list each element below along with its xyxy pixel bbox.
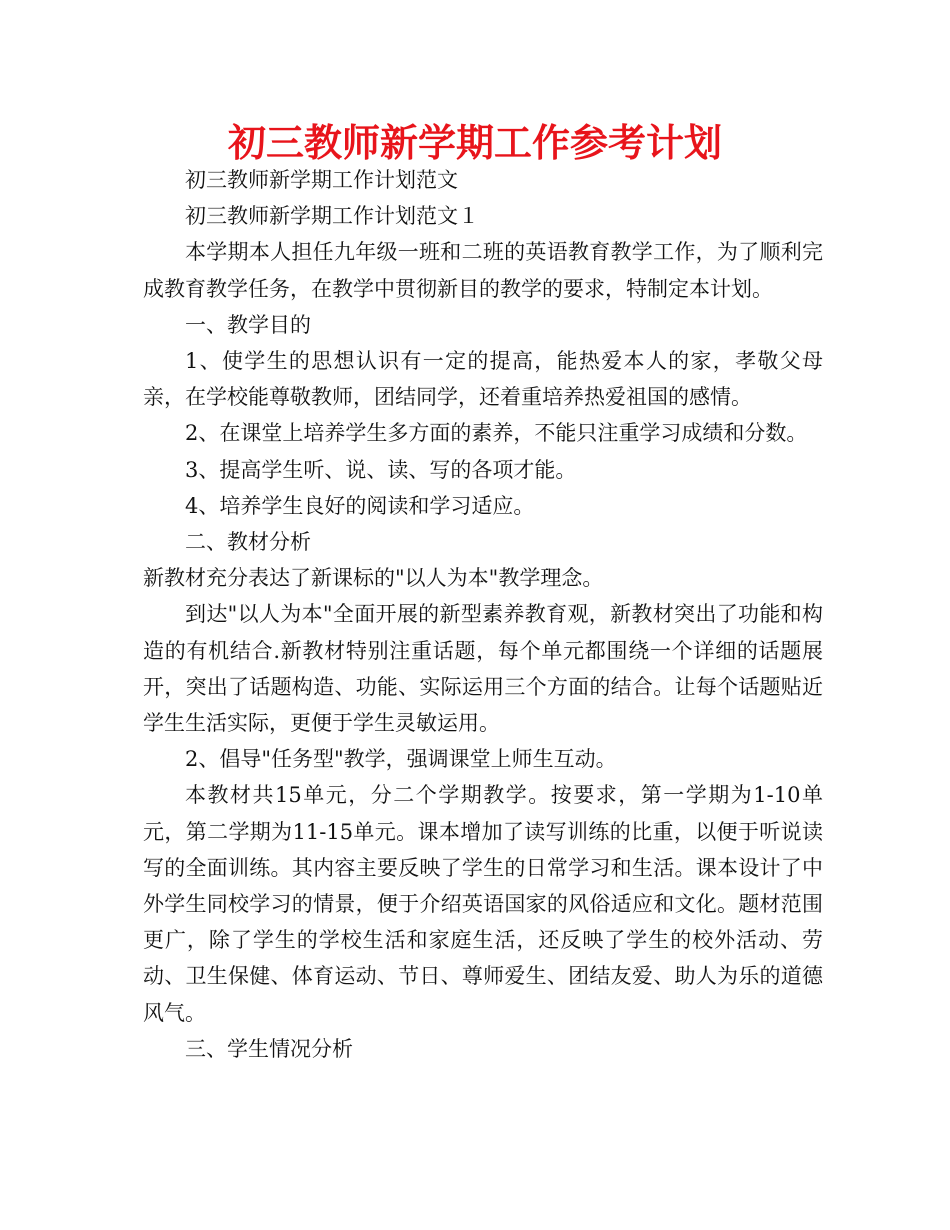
- paragraph: 3、提高学生听、说、读、写的各项才能。: [185, 457, 577, 482]
- paragraph: 1、使学生的思想认识有一定的提高，能热爱本人的家，孝敬父母亲，在学校能尊敬教师，团结同学，还着重培养热爱祖国的感情。: [143, 349, 823, 410]
- paragraph: 一、教学目的: [185, 312, 311, 337]
- paragraph: 2、倡导"任务型"教学，强调课堂上师生互动。: [185, 747, 617, 772]
- document-title: 初三教师新学期工作参考计划: [227, 121, 722, 165]
- paragraph: 本教材共15单元，分二个学期教学。按要求，第一学期为1-10单元，第二学期为11-15单元。课本增加了读写训练的比重，以便于听说读写的全面训练。其内容主要反映了学生的日常学习和生活。课本设计了中外学生同校学习的情景，便于介绍英语国家的风俗适应和文化。题材范围更广，除了学生的学校生活和家庭生活，还反映了学生的校外活动、劳动、卫生保健、体育运动、节日、尊师爱生、团结友爱、助人为乐的道德风气。: [143, 783, 823, 1025]
- paragraph: 初三教师新学期工作计划范文１: [185, 204, 479, 229]
- paragraph: 新教材充分表达了新课标的"以人为本"教学理念。: [143, 566, 604, 591]
- paragraph: 4、培养学生良好的阅读和学习适应。: [185, 493, 535, 518]
- paragraph: 初三教师新学期工作计划范文: [185, 168, 458, 192]
- paragraph: 二、教材分析: [185, 530, 311, 555]
- paragraph: 本学期本人担任九年级一班和二班的英语教育教学工作，为了顺利完成教育教学任务，在教学中贯彻新目的教学的要求，特制定本计划。: [143, 240, 823, 301]
- paragraph: 到达"以人为本"全面开展的新型素养教育观，新教材突出了功能和构造的有机结合.新教材特别注重话题，每个单元都围绕一个详细的话题展开，突出了话题构造、功能、实际运用三个方面的结合。让每个话题贴近学生生活实际，更便于学生灵敏运用。: [143, 602, 823, 736]
- paragraph: 三、学生情况分析: [185, 1036, 353, 1061]
- paragraph: 2、在课堂上培养学生多方面的素养，不能只注重学习成绩和分数。: [185, 421, 808, 446]
- document-body: [143, 162, 823, 1067]
